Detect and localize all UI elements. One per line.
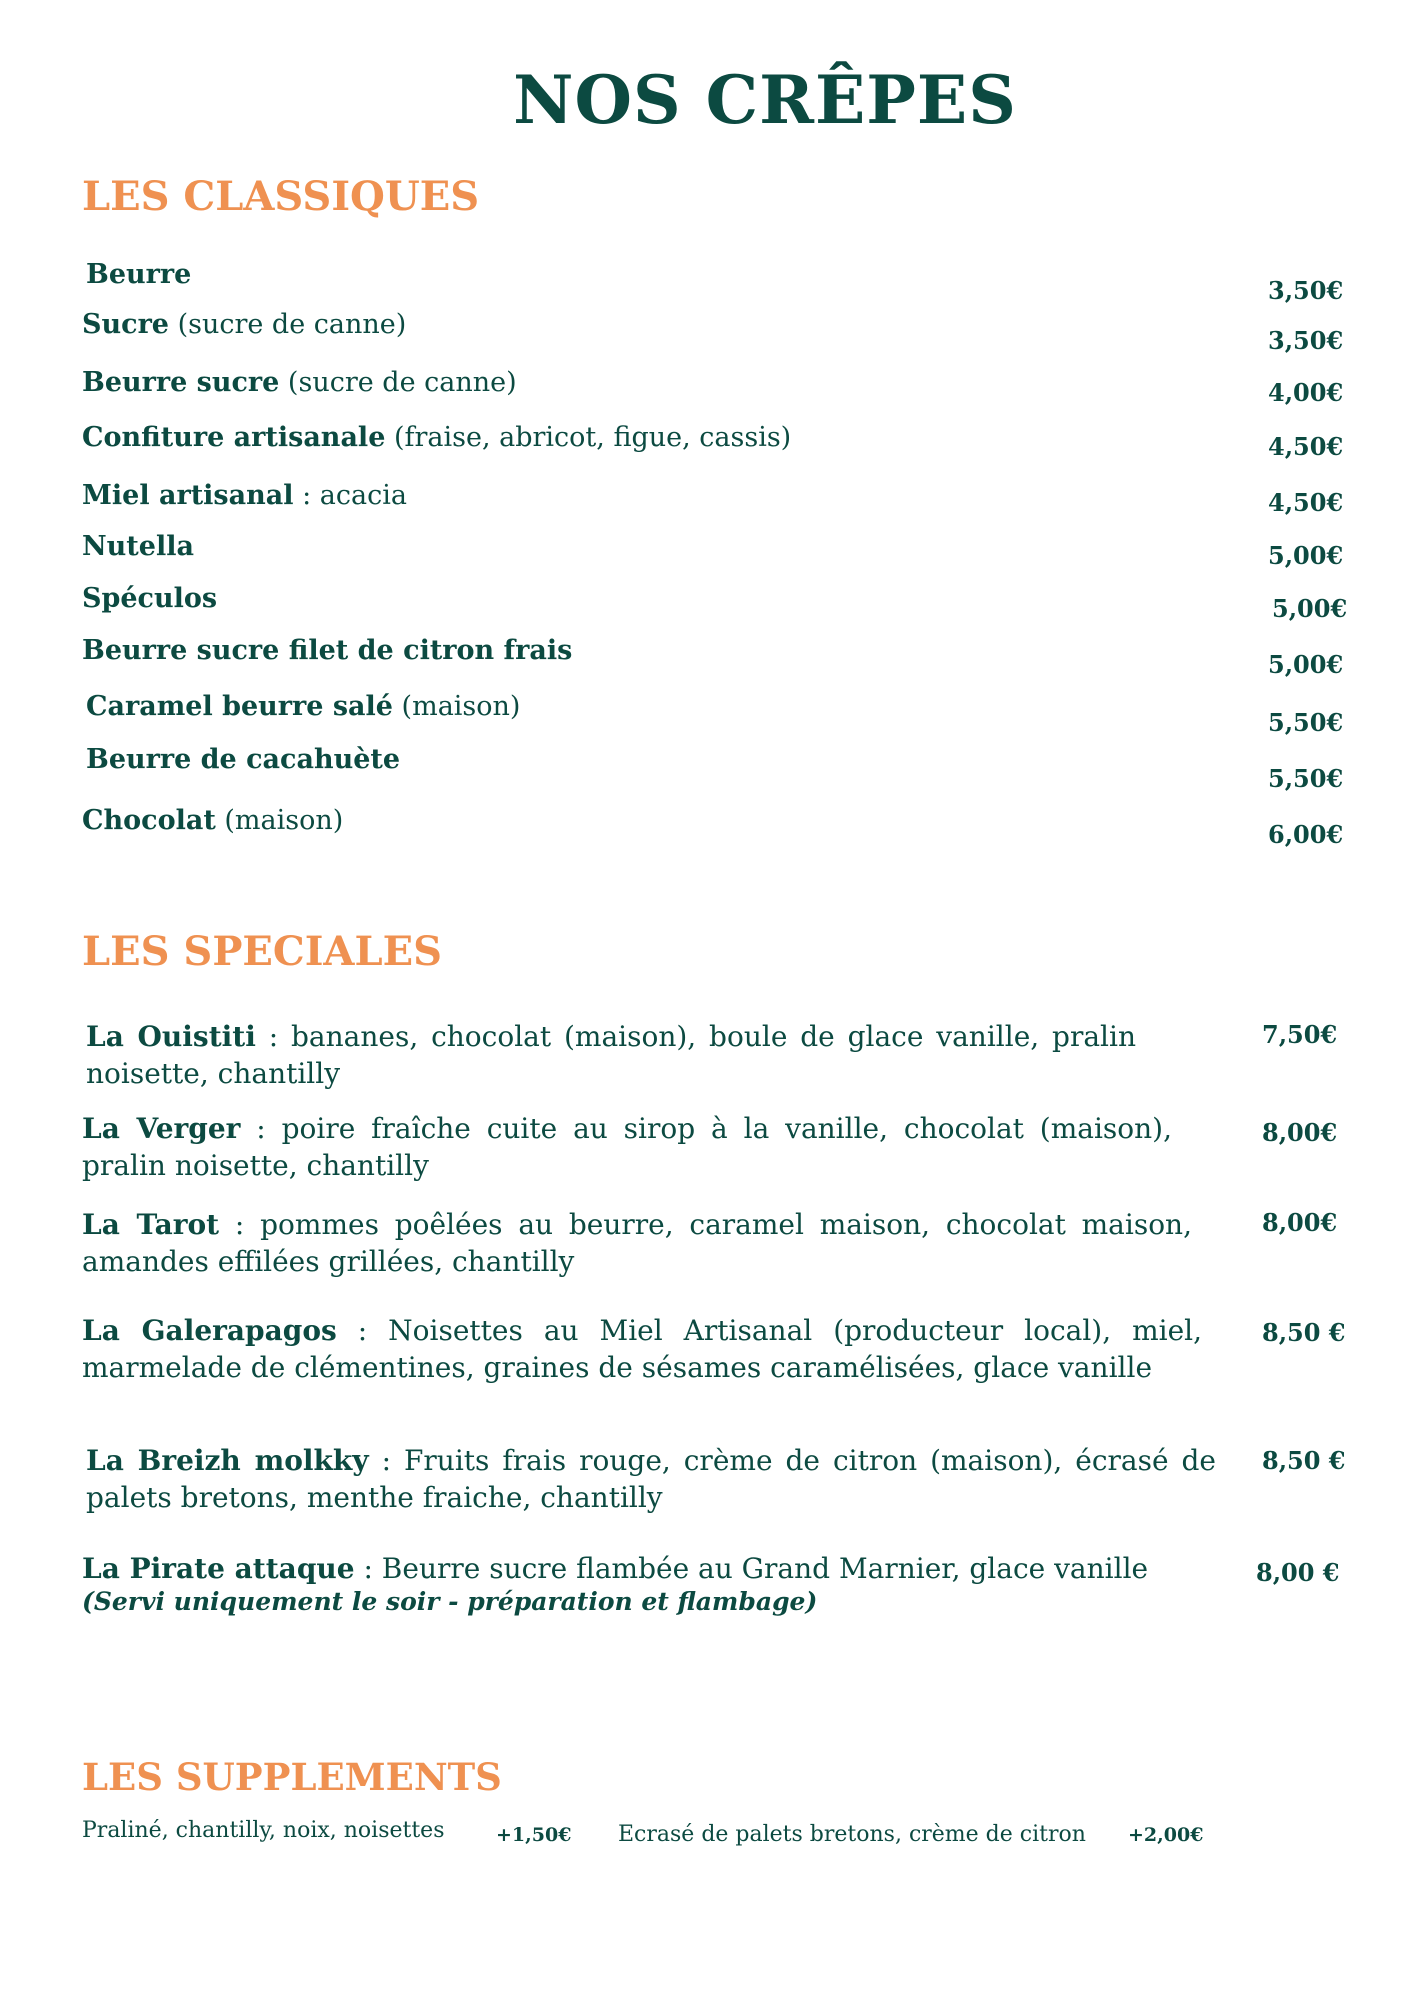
- supplement-price: +2,00€: [1128, 1824, 1204, 1846]
- special-item: [86, 1018, 1136, 1092]
- page-title: NOS CRÊPES: [513, 61, 1017, 139]
- item-price: 5,00€: [1272, 594, 1348, 623]
- item-name: La Tarot: [82, 1208, 220, 1241]
- item-price: 7,50€: [1262, 1020, 1338, 1049]
- item-desc: (fraise, abricot, figue, cassis): [385, 422, 792, 453]
- item-desc: : Beurre sucre flambée au Grand Marnier, glace vanille: [354, 1552, 1149, 1585]
- item-price: 8,00 €: [1256, 1558, 1340, 1587]
- item-price: 5,00€: [1268, 541, 1344, 570]
- special-item: [82, 1312, 1202, 1386]
- item-name: La Galerapagos: [82, 1314, 337, 1347]
- item-name: La Breizh molkky: [86, 1444, 369, 1477]
- menu-item: [82, 366, 517, 400]
- special-item: [82, 1206, 1192, 1280]
- item-name: Beurre sucre filet de citron frais: [82, 635, 573, 666]
- item-desc: : bananes, chocolat (maison), boule de glace vanille, pralin noisette, chantilly: [86, 1020, 1136, 1090]
- item-price: 8,00€: [1262, 1208, 1338, 1237]
- item-price: 6,00€: [1268, 820, 1344, 849]
- supplement-text: Ecrasé de palets bretons, crème de citron: [618, 1822, 1086, 1847]
- item-name: Miel artisanal: [82, 480, 294, 511]
- menu-item: [82, 582, 217, 616]
- item-name: La Ouistiti: [86, 1020, 256, 1053]
- special-note: (Servi uniquement le soir - préparation et flambage): [82, 1587, 818, 1616]
- menu-item: [82, 479, 407, 513]
- item-name: Beurre: [86, 259, 192, 290]
- item-price: 4,50€: [1268, 432, 1344, 461]
- item-desc: : acacia: [293, 480, 407, 511]
- item-name: La Pirate attaque: [82, 1552, 355, 1585]
- item-name: Nutella: [82, 531, 194, 562]
- menu-item: [82, 634, 572, 668]
- item-price: 8,50 €: [1262, 1318, 1346, 1347]
- item-price: 5,50€: [1268, 708, 1344, 737]
- section-heading-supplements: LES SUPPLEMENTS: [82, 1755, 502, 1799]
- menu-item: [86, 258, 191, 292]
- menu-item: [82, 530, 194, 564]
- item-price: 4,00€: [1268, 378, 1344, 407]
- item-name: Beurre de cacahuète: [86, 744, 401, 775]
- menu-item: [86, 743, 400, 777]
- menu-item: [82, 308, 406, 342]
- item-price: 5,00€: [1268, 650, 1344, 679]
- item-price: 8,00€: [1262, 1118, 1338, 1147]
- section-heading-speciales: LES SPECIALES: [82, 928, 442, 975]
- section-heading-classiques: LES CLASSIQUES: [82, 173, 480, 220]
- item-price: 8,50 €: [1262, 1446, 1346, 1475]
- item-desc: (maison): [215, 805, 344, 836]
- item-name: Sucre: [82, 309, 169, 340]
- special-item: [82, 1550, 1222, 1587]
- item-desc: (maison): [392, 691, 521, 722]
- item-name: Spéculos: [82, 583, 218, 614]
- item-desc: : Fruits frais rouge, crème de citron (maison), écrasé de palets bretons, menthe fraiche, chantilly: [86, 1444, 1216, 1514]
- supplement-price: +1,50€: [496, 1824, 572, 1846]
- item-name: Confiture artisanale: [82, 422, 386, 453]
- item-name: Beurre sucre: [82, 367, 280, 398]
- item-desc: (sucre de canne): [279, 367, 517, 398]
- menu-item: [82, 804, 343, 838]
- item-name: La Verger: [82, 1112, 241, 1145]
- item-desc: : Noisettes au Miel Artisanal (producteur local), miel, marmelade de clémentines, graines de sésames caramélisées, glace vanille: [82, 1314, 1202, 1384]
- item-desc: : poire fraîche cuite au sirop à la vanille, chocolat (maison), pralin noisette, chantilly: [82, 1112, 1172, 1182]
- menu-item: [82, 421, 791, 455]
- item-price: 5,50€: [1268, 764, 1344, 793]
- special-item: [82, 1110, 1172, 1184]
- special-item: [86, 1442, 1216, 1516]
- item-price: 4,50€: [1268, 488, 1344, 517]
- item-desc: (sucre de canne): [168, 309, 407, 340]
- menu-item: [86, 690, 520, 724]
- supplement-text: Praliné, chantilly, noix, noisettes: [82, 1818, 445, 1843]
- item-price: 3,50€: [1268, 326, 1344, 355]
- item-price: 3,50€: [1268, 276, 1344, 305]
- item-name: Caramel beurre salé: [86, 691, 393, 722]
- item-name: Chocolat: [82, 805, 216, 836]
- item-desc: : pommes poêlées au beurre, caramel maison, chocolat maison, amandes effilées grillées, chantilly: [82, 1208, 1192, 1278]
